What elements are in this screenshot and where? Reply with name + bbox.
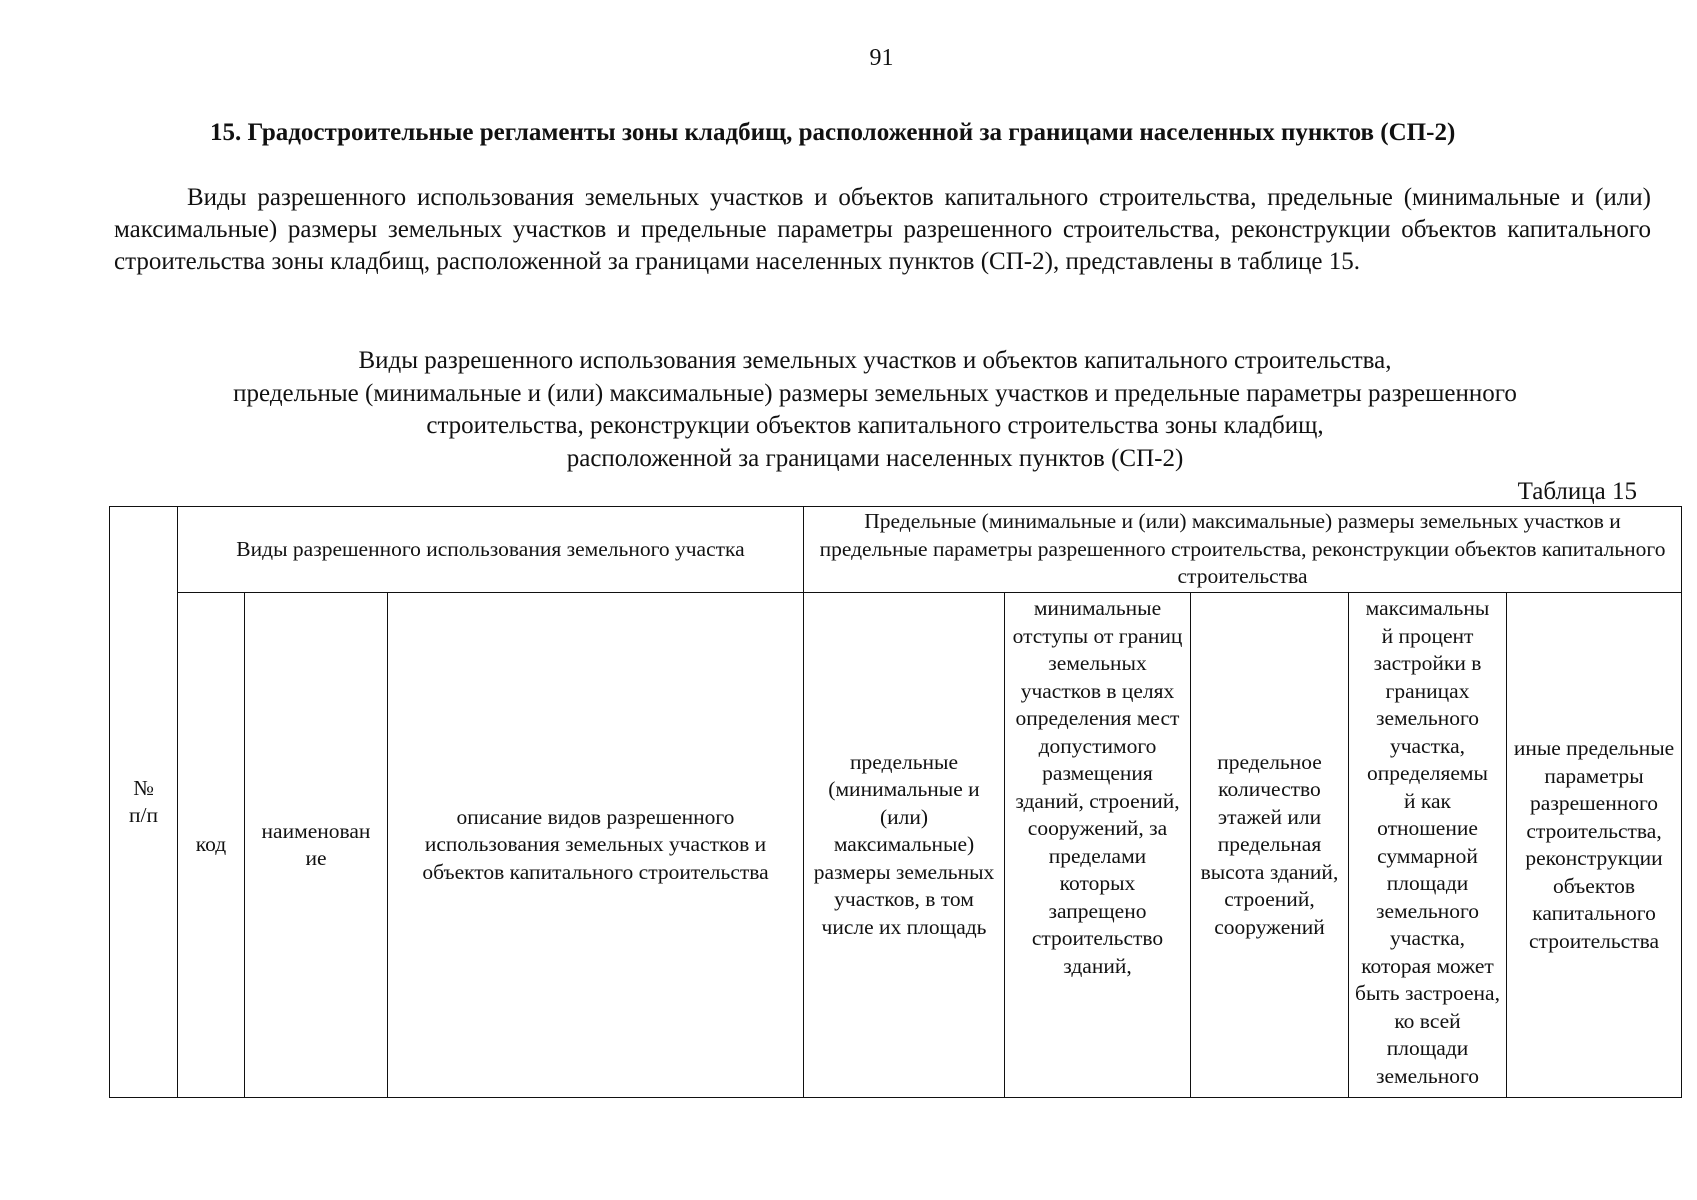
table-label: Таблица 15 [1517, 478, 1637, 505]
col-number-header: № п/п [110, 507, 178, 1098]
section-heading: 15. Градостроительные регламенты зоны кладбищ, расположенной за границами населенных пунктов (СП-2) [210, 119, 1456, 146]
col-coverage-header: максимальны й процент застройки в границах земельного участка, определяемы й как отношение суммарной площади земельного участка, которая может быть застроена, ко всей площади земельного [1349, 593, 1507, 1098]
table-title-line: Виды разрешенного использования земельных участков и объектов капитального строительства, [358, 347, 1392, 374]
regulations-table [109, 506, 1682, 1098]
group-header-limits: Предельные (минимальные и (или) максимальные) размеры земельных участков и предельные параметры разрешенного строительства, реконструкции объектов капитального строительства [804, 507, 1682, 593]
table-title-line: строительства, реконструкции объектов капитального строительства зоны кладбищ, [426, 412, 1324, 439]
intro-paragraph: Виды разрешенного использования земельных участков и объектов капитального строительства, предельные (минимальные и (или) максимальные) размеры земельных участков и предельные параметры разрешенного строительства, реконструкции объектов капитального строительства зоны кладбищ, расположенной за границами населенных пунктов (СП-2), представлены в таблице 15. [114, 184, 1651, 275]
group-header-use-types: Виды разрешенного использования земельного участка [178, 507, 804, 593]
col-name-header: наименован ие [245, 593, 388, 1098]
table-subheader-row [110, 593, 1682, 1098]
col-description-header: описание видов разрешенного использования земельных участков и объектов капитального строительства [388, 593, 804, 1098]
col-floors-header: предельное количество этажей или предельная высота зданий, строений, сооружений [1191, 593, 1349, 1098]
col-setbacks-header: минимальные отступы от границ земельных участков в целях определения мест допустимого размещения зданий, строений, сооружений, за пределами которых запрещено строительство зданий, [1005, 593, 1191, 1098]
col-other-params-header: иные предельные параметры разрешенного строительства, реконструкции объектов капитального строительства [1507, 593, 1682, 1098]
table-header-row [110, 507, 1682, 593]
col-code-header: код [178, 593, 245, 1098]
table-title-line: расположенной за границами населенных пунктов (СП-2) [566, 444, 1184, 472]
col-plot-size-header: предельные (минимальные и (или) максимальные) размеры земельных участков, в том числе их площадь [804, 593, 1005, 1098]
page-number: 91 [869, 45, 894, 71]
table-title-line: предельные (минимальные и (или) максимальные) размеры земельных участков и предельные параметры разрешенного [233, 379, 1517, 407]
table-title [110, 345, 1640, 475]
